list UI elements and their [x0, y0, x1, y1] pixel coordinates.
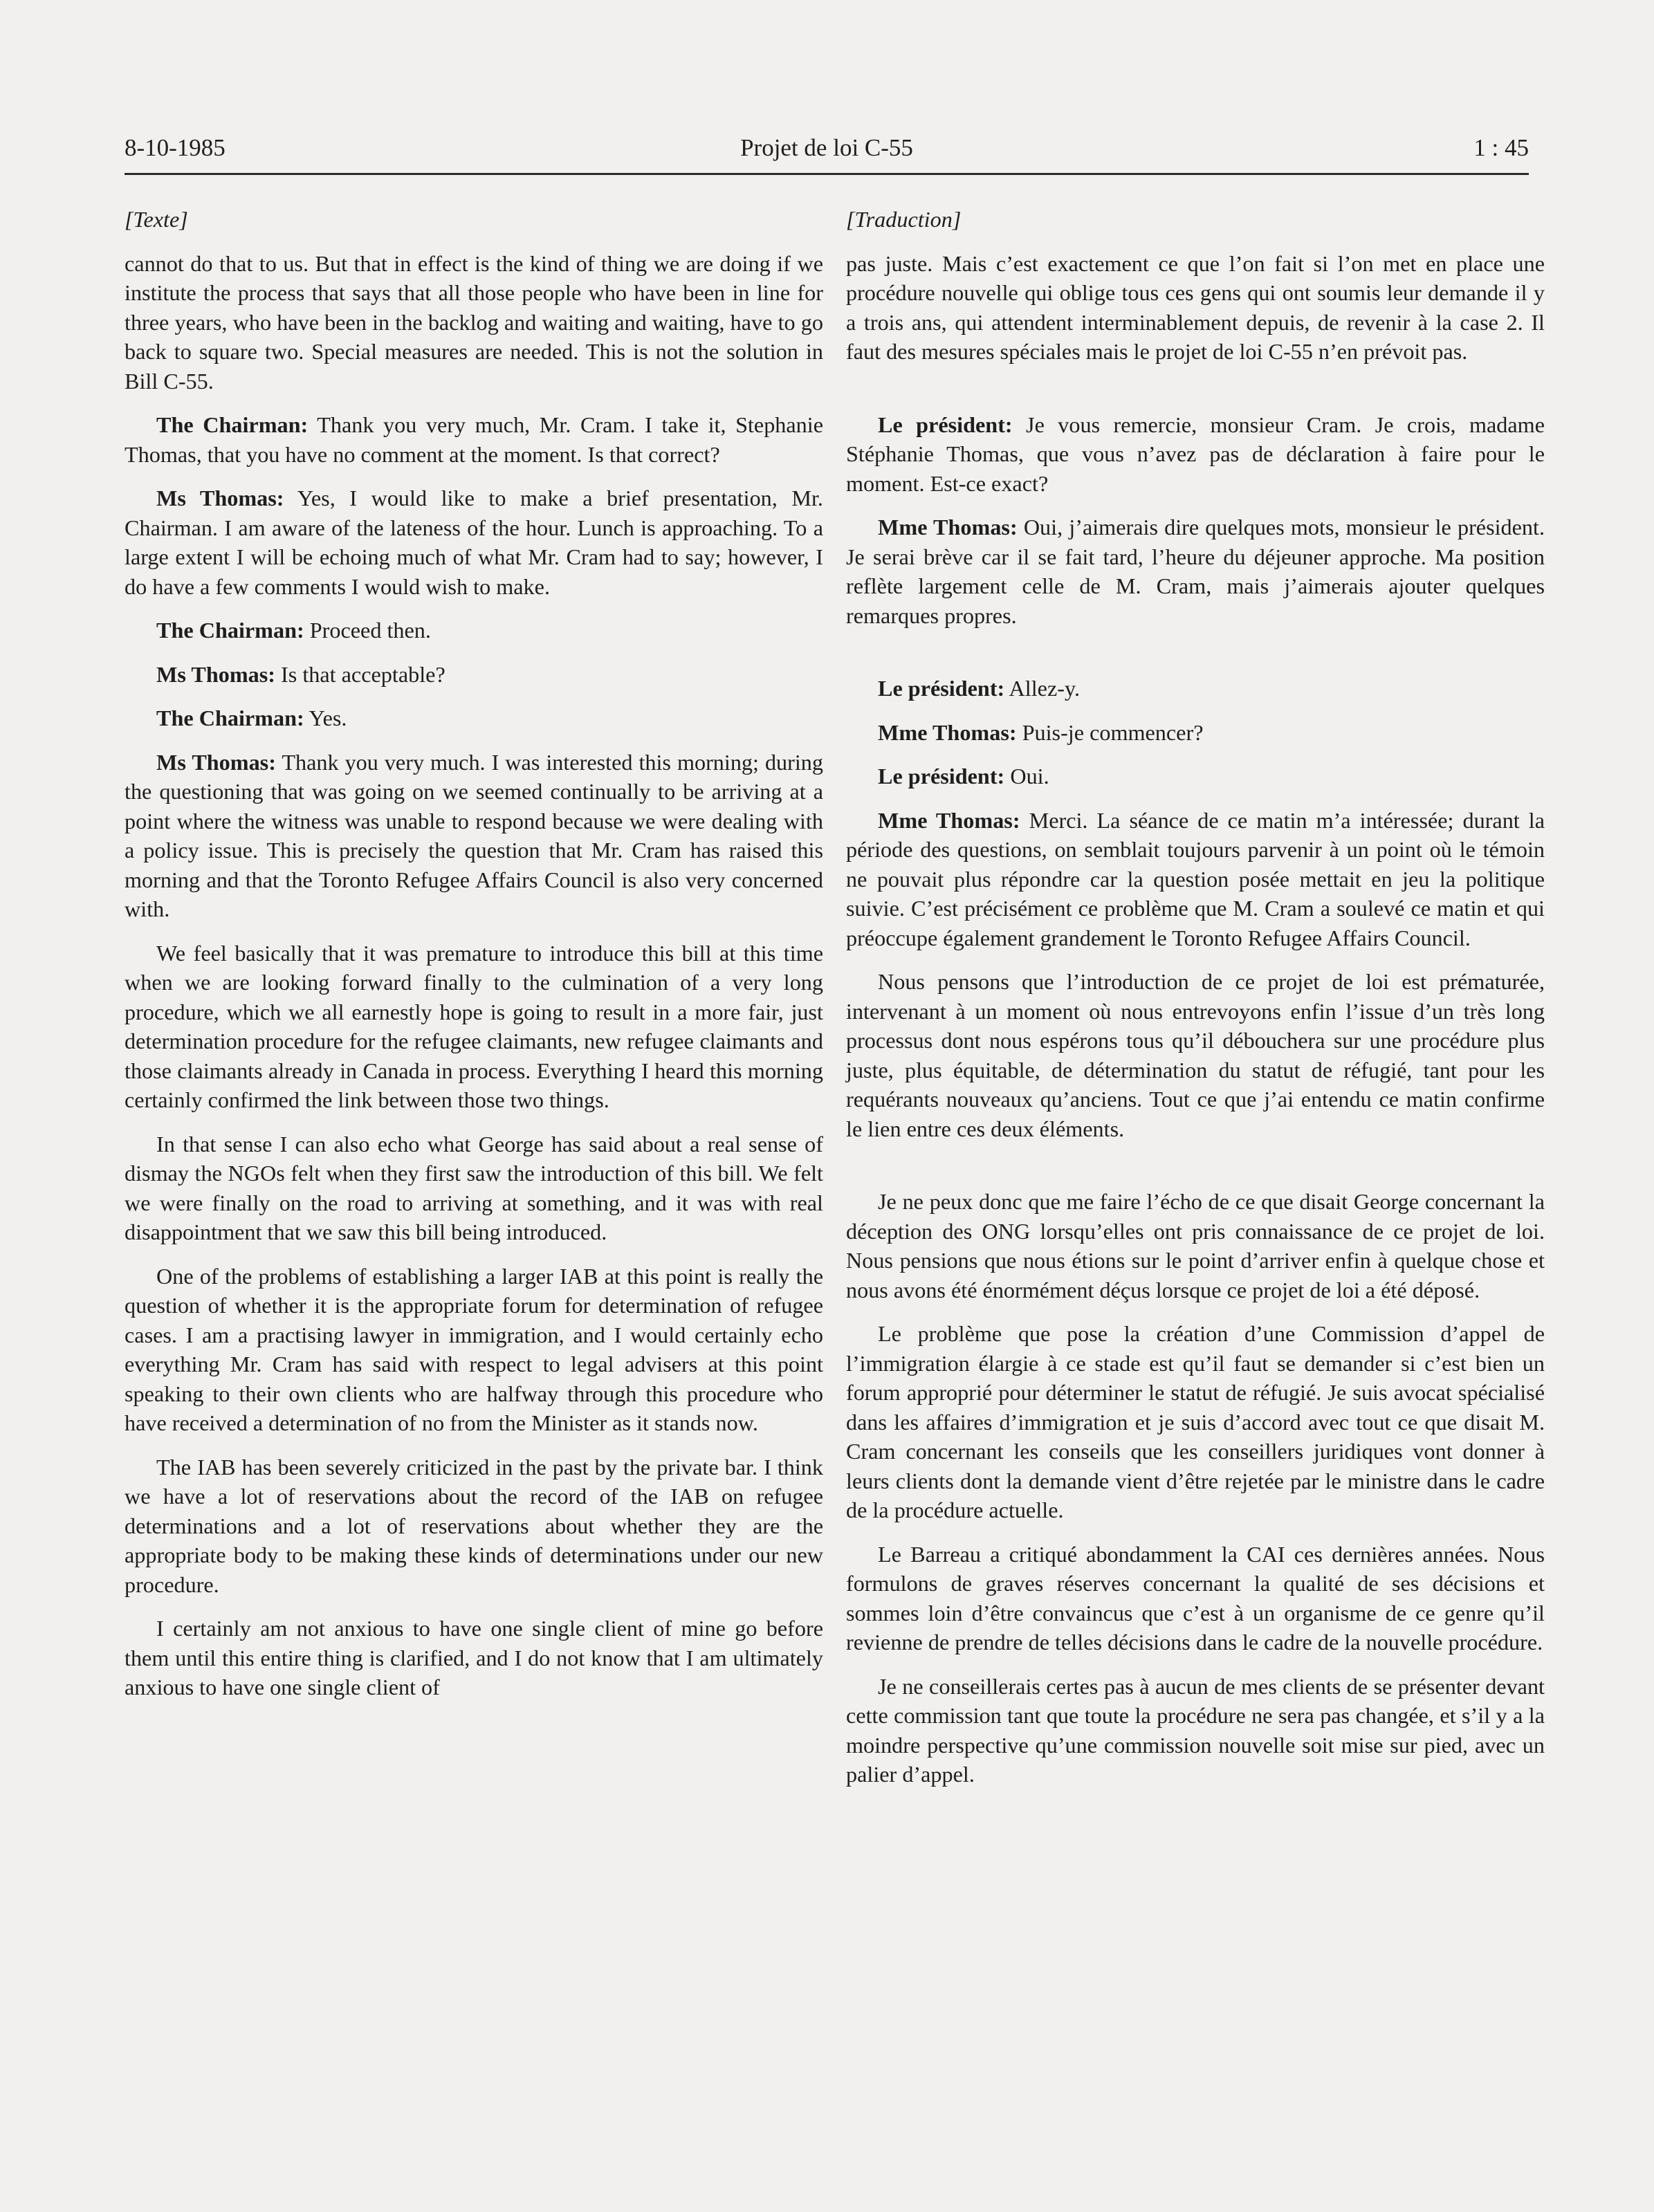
speaker-name: Mme Thomas:: [878, 807, 1020, 833]
english-column: [125, 205, 823, 1717]
page-header: [125, 131, 1529, 175]
column-label: [Traduction]: [846, 207, 962, 232]
speaker-name: Ms Thomas:: [156, 749, 276, 775]
paragraph: Le problème que pose la création d’une Commission d’appel de l’immigration élargie à ce stade est qu’il faut se demander si c’est bien un forum approprié pour déterminer le statut de réfugié. Je suis avocat spécialisé dans les affaires d’immigration et je suis d’accord avec tout ce que disait M. Cram concernant les conseils que les conseillers juridiques vont donner à leurs clients dont la demande vient d’être rejetée par le ministre dans le cadre de la procédure actuelle.: [846, 1321, 1545, 1522]
paragraph: Mme Thomas: Oui, j’aimerais dire quelques mots, monsieur le président. Je serai brève car il se fait tard, l’heure du déjeuner approche. Ma position reflète largement celle de M. Cram, mais j’aimerais ajouter quelques remarques propres.: [846, 515, 1545, 628]
paragraph: Le président: Allez-y.: [878, 676, 1081, 701]
header-title: Projet de loi C-55: [740, 134, 913, 161]
spacer: [846, 381, 1545, 410]
paragraph: Le président: Oui.: [878, 764, 1049, 789]
speaker-name: The Chairman:: [156, 618, 304, 643]
paragraph: In that sense I can also echo what George has said about a real sense of dismay the NGOs felt when they first saw the introduction of this bill. We felt we were finally on the road to arriving at something, and it was with real disappointment that we saw this bill being introduced.: [125, 1131, 823, 1244]
speaker-name: Mme Thomas:: [878, 515, 1018, 540]
paragraph: Mme Thomas: Puis-je commencer?: [878, 719, 1204, 745]
column-label: [Texte]: [125, 207, 188, 232]
paragraph: cannot do that to us. But that in effect is the kind of thing we are doing if we institute the process that says that all those people who have been in line for three years, who have been in the backlog and waiting and waiting, have to go back to square two. Special measures are needed. This is not the solution in Bill C-55.: [125, 250, 823, 394]
paragraph: The Chairman: Proceed then.: [156, 618, 431, 643]
paragraph: The Chairman: Thank you very much, Mr. Cram. I take it, Stephanie Thomas, that you have no comment at the moment. Is that correct?: [125, 412, 824, 467]
paragraph: We feel basically that it was premature to introduce this bill at this time when we are looking forward finally to the culmination of a very long procedure, which we all earnestly hope is going to result in a more fair, just determination procedure for the refugee claimants, new refugee claimants and those claimants already in Canada in process. Everything I heard this morning certainly confirmed the link between those two things.: [125, 940, 823, 1112]
paragraph: Ms Thomas: Thank you very much. I was interested this morning; during the questioning that was going on we seemed continually to be arriving at a point where the witness was unable to respond because we were dealing with a policy issue. This is precisely the question that Mr. Cram has raised this morning and that the Toronto Refugee Affairs Council is also very concerned with.: [125, 749, 823, 921]
french-column: [846, 205, 1545, 1804]
speaker-name: Le président:: [878, 764, 1005, 789]
paragraph: Ms Thomas: Is that acceptable?: [156, 661, 445, 687]
speaker-name: Le président:: [878, 412, 1013, 437]
paragraph: Je ne peux donc que me faire l’écho de ce que disait George concernant la déception des ONG lorsqu’elles ont pris connaissance de ce projet de loi. Nous pensions que nous étions sur le point d’arriver enfin à quelque chose et nous avons été énormément déçus lorsque ce projet de loi a été déposé.: [846, 1189, 1545, 1302]
paragraph: Nous pensons que l’introduction de ce projet de loi est prématurée, intervenant à un moment où nous entrevoyons enfin l’issue d’un très long processus dont nous espérons tous qu’il débouchera sur une procédure plus juste, plus équitable, de détermination du statut de réfugié, tant pour les requérants nouveaux qu’anciens. Tout ce que j’ai entendu ce matin confirme le lien entre ces deux éléments.: [846, 969, 1545, 1141]
paragraph: Je ne conseillerais certes pas à aucun de mes clients de se présenter devant cette commission tant que toute la procédure ne sera pas changée, et s’il y a la moindre perspective qu’une commission nouvelle soit mise sur pied, avec un palier d’appel.: [846, 1673, 1545, 1787]
paragraph: One of the problems of establishing a larger IAB at this point is really the question of whether it is the appropriate forum for determination of refugee cases. I am a practising lawyer in immigration, and I would certainly echo everything Mr. Cram has said with respect to legal advisers at this point speaking to their own clients who are halfway through this procedure who have received a determination of no from the Minister as it stands now.: [125, 1263, 823, 1435]
paragraph: Le Barreau a critiqué abondamment la CAI ces dernières années. Nous formulons de graves réserves concernant la qualité de ses décisions et sommes loin d’être convaincus que c’est à un organisme de ce genre qu’il revienne de prendre de telles décisions dans le cadre de la nouvelle procédure.: [846, 1541, 1545, 1655]
speaker-name: Ms Thomas:: [156, 486, 284, 510]
spacer: [846, 645, 1545, 674]
speaker-name: Mme Thomas:: [878, 719, 1017, 745]
header-date: 8-10-1985: [125, 134, 226, 161]
paragraph: Le président: Je vous remercie, monsieur Cram. Je crois, madame Stéphanie Thomas, que vous n’avez pas de déclaration à faire pour le moment. Est-ce exact?: [846, 412, 1545, 496]
paragraph: The Chairman: Yes.: [156, 706, 347, 730]
speaker-name: Le président:: [878, 676, 1005, 701]
paragraph: The IAB has been severely criticized in the past by the private bar. I think we have a lot of reservations about the record of the IAB on refugee determinations and a lot of reservations about whether they are the appropriate body to be making these kinds of determinations under our new procedure.: [125, 1454, 823, 1597]
spacer: [846, 1158, 1545, 1187]
speaker-name: The Chairman:: [156, 706, 304, 730]
paragraph: pas juste. Mais c’est exactement ce que l’on fait si l’on met en place une procédure nouvelle qui oblige tous ces gens qui ont soumis leur demande il y a trois ans, qui attendent interminablement depuis, de revenir à la case 2. Il faut des mesures spéciales mais le projet de loi C-55 n’en prévoit pas.: [846, 250, 1545, 364]
paragraph: I certainly am not anxious to have one single client of mine go before them until this entire thing is clarified, and I do not know that I am ultimately anxious to have one single client of: [125, 1616, 823, 1699]
speaker-name: Ms Thomas:: [156, 661, 275, 687]
speaker-name: The Chairman:: [156, 412, 309, 437]
paragraph: Ms Thomas: Yes, I would like to make a brief presentation, Mr. Chairman. I am aware of the lateness of the hour. Lunch is approaching. To a large extent I will be echoing much of what Mr. Cram had to say; however, I do have a few comments I would wish to make.: [125, 486, 823, 599]
header-page-number: 1 : 45: [1473, 134, 1529, 161]
paragraph: Mme Thomas: Merci. La séance de ce matin m’a intéressée; durant la période des questions, on semblait toujours parvenir à un point où le témoin ne pouvait plus répondre car la question posée mettait en jeu la politique suivie. C’est précisément ce problème que M. Cram a soulevé ce matin et qui préoccupe également grandement le Toronto Refugee Affairs Council.: [846, 807, 1545, 950]
